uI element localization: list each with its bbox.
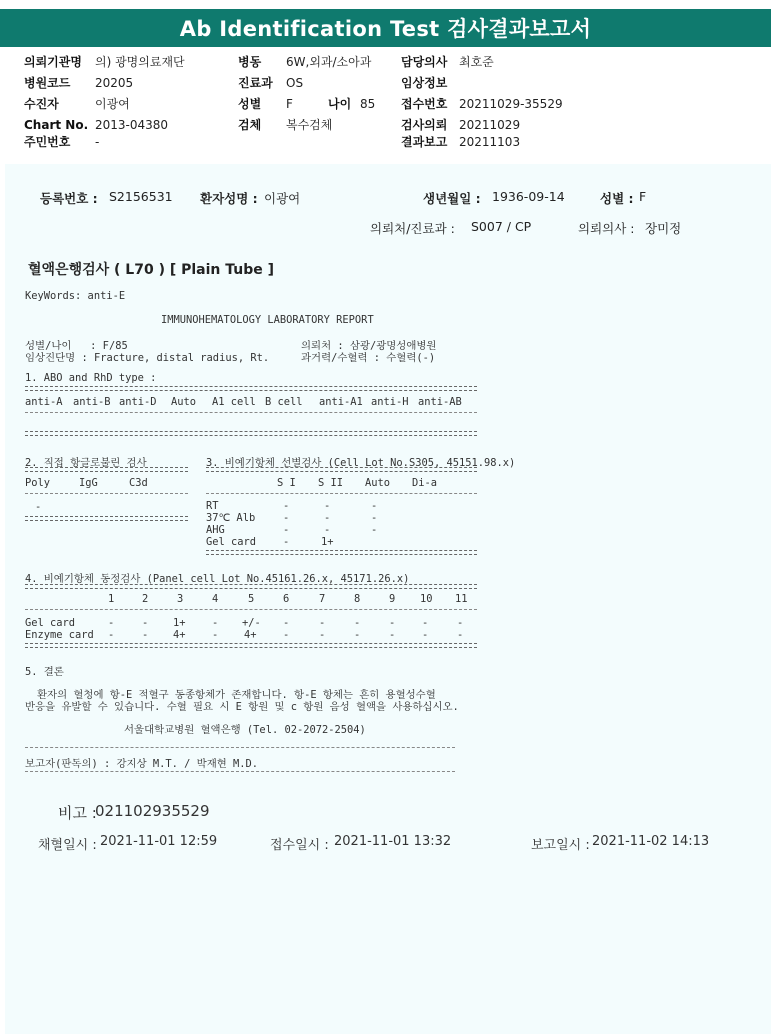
test-title: 혈액은행검사 ( L70 ) [ Plain Tube ] (28, 262, 275, 278)
screen-cell: - (324, 500, 331, 512)
screen-row-label: AHG (206, 524, 225, 536)
panel-header: 8 (354, 593, 361, 605)
divider (206, 467, 477, 472)
screen-cell: - (283, 512, 290, 524)
referral-line: 의뢰처 : 삼광/광명성애병원 (301, 340, 437, 352)
divider (206, 550, 477, 555)
registration-value: S2156531 (109, 189, 173, 204)
panel-cell: 4+ (173, 629, 186, 641)
divider (206, 493, 477, 494)
panel-row-label: Enzyme card (25, 629, 94, 641)
info-row-1 (0, 53, 771, 71)
divider (25, 493, 188, 494)
panel-cell: - (142, 617, 149, 629)
department-value: OS (286, 76, 304, 90)
panel-header: 7 (319, 593, 326, 605)
screen-cell: 1+ (321, 536, 334, 548)
receipt-number-value: 20211029-35529 (459, 97, 563, 111)
specimen-label: 검체 (238, 118, 262, 132)
panel-cell: - (319, 617, 326, 629)
panel-header: 2 (142, 593, 149, 605)
blood-bank-line: 서울대학교병원 혈액은행 (Tel. 02-2072-2504) (124, 724, 366, 736)
specimen-value: 복수검체 (286, 118, 333, 132)
panel-cell: - (283, 617, 290, 629)
screen-cell: - (371, 524, 378, 536)
history-line: 과거력/수혈력 : 수혈력(-) (301, 352, 436, 364)
request-date-label: 검사의뢰 (401, 118, 448, 132)
panel-cell: 1+ (173, 617, 186, 629)
doctor-in-charge-value: 최호준 (459, 55, 494, 69)
panel-cell: - (457, 629, 464, 641)
resident-number-label: 주민번호 (24, 135, 71, 149)
age-value: 85 (360, 97, 376, 111)
info-row-3 (0, 95, 771, 113)
reporter-line: 보고자(판독의) : 강지상 M.T. / 박재현 M.D. (25, 758, 259, 770)
screen-header-s1: S I (277, 477, 296, 489)
panel-section-title: 4. 비예기항체 동정검사 (Panel cell Lot No.45161.26.x, 45171.26.x) (25, 573, 410, 585)
divider (25, 643, 477, 648)
resident-number-value: - (95, 135, 100, 149)
screen-cell: - (283, 500, 290, 512)
lab-report-title: IMMUNOHEMATOLOGY LABORATORY REPORT (161, 314, 374, 326)
page-title: Ab Identification Test 검사결과보고서 (0, 9, 771, 47)
divider (25, 386, 477, 391)
screen-cell: - (371, 500, 378, 512)
hospital-code-label: 병원코드 (24, 76, 71, 90)
report-body (5, 164, 771, 1034)
conclusion-title: 5. 결론 (25, 666, 64, 678)
panel-cell: - (108, 617, 115, 629)
abo-header-anti-ab: anti-AB (418, 396, 462, 408)
abo-header-anti-d: anti-D (119, 396, 157, 408)
clinical-info-label: 임상정보 (401, 76, 448, 90)
panel-header: 9 (389, 593, 396, 605)
department-label: 진료과 (238, 76, 273, 90)
panel-cell: - (389, 629, 396, 641)
top-strip (0, 0, 771, 4)
abo-header-anti-a: anti-A (25, 396, 63, 408)
receipt-number-label: 접수번호 (401, 97, 448, 111)
institution-label: 의뢰기관명 (24, 55, 82, 69)
abo-header-anti-h: anti-H (371, 396, 409, 408)
receipt-time-value: 2021-11-01 13:32 (334, 834, 452, 849)
panel-header: 6 (283, 593, 290, 605)
patient-name-label: 환자성명 : (200, 191, 258, 206)
screen-section-title: 3. 비예기항체 선별검사 (Cell Lot No.S305, 45151.98.x) (206, 457, 516, 469)
info-row-4 (0, 116, 771, 134)
patient-label: 수진자 (24, 97, 59, 111)
report-time-label: 보고일시 : (531, 838, 590, 853)
abo-header-b-cell: B cell (265, 396, 303, 408)
divider (25, 412, 477, 413)
result-report-value: 20211103 (459, 135, 521, 149)
institution-value: 의) 광명의료재단 (95, 55, 185, 69)
screen-cell: - (324, 524, 331, 536)
sex-label: 성별 (238, 97, 262, 111)
ward-value: 6W,외과/소아과 (286, 55, 372, 69)
divider (25, 584, 477, 589)
report-sex-value: F (639, 189, 647, 204)
chart-no-label: Chart No. (24, 118, 89, 132)
divider (25, 771, 455, 772)
info-row-5 (0, 133, 771, 151)
dat-section-title: 2. 직접 항글로불린 검사 (25, 457, 147, 469)
dat-header-igg: IgG (79, 477, 98, 489)
dept-label: 의뢰처/진료과 : (370, 221, 455, 236)
diagnosis-line: 임상진단명 : Fracture, distal radius, Rt. (25, 352, 270, 364)
screen-row-label: 37℃ Alb (206, 512, 256, 524)
screen-row-label: RT (206, 500, 219, 512)
screen-cell: - (371, 512, 378, 524)
dob-label: 생년월일 : (423, 191, 481, 206)
dept-value: S007 / CP (471, 219, 532, 234)
chart-no-value: 2013-04380 (95, 118, 169, 132)
collection-time-value: 2021-11-01 12:59 (100, 834, 218, 849)
divider (25, 516, 188, 521)
abo-section-title: 1. ABO and RhD type : (25, 372, 157, 384)
abo-header-anti-b: anti-B (73, 396, 111, 408)
dat-header-c3d: C3d (129, 477, 148, 489)
report-time-value: 2021-11-02 14:13 (592, 834, 710, 849)
panel-cell: - (422, 617, 429, 629)
request-date-value: 20211029 (459, 118, 521, 132)
screen-header-s2: S II (318, 477, 344, 489)
panel-cell: - (422, 629, 429, 641)
panel-header: 5 (248, 593, 255, 605)
collection-time-label: 채혈일시 : (38, 838, 97, 853)
panel-cell: - (354, 617, 361, 629)
divider (25, 747, 455, 748)
screen-cell: - (324, 512, 331, 524)
panel-header: 1 (108, 593, 115, 605)
divider (25, 431, 477, 436)
screen-header-auto: Auto (365, 477, 391, 489)
divider (25, 609, 477, 610)
panel-header: 3 (177, 593, 184, 605)
abo-header-anti-a1: anti-A1 (319, 396, 363, 408)
abo-header-a1-cell: A1 cell (212, 396, 256, 408)
panel-cell: - (212, 617, 219, 629)
ordering-doctor-label: 의뢰의사 : (578, 221, 635, 236)
sex-age-line: 성별/나이 : F/85 (25, 340, 128, 352)
sex-value: F (286, 97, 293, 111)
result-report-label: 결과보고 (401, 135, 448, 149)
panel-header: 11 (455, 593, 468, 605)
doctor-in-charge-label: 담당의사 (401, 55, 448, 69)
note-label: 비고 : (58, 804, 97, 822)
panel-header: 4 (212, 593, 219, 605)
dat-header-poly: Poly (25, 477, 51, 489)
abo-header-auto: Auto (171, 396, 197, 408)
screen-row-label: Gel card (206, 536, 257, 548)
info-row-2 (0, 74, 771, 92)
panel-header: 10 (420, 593, 433, 605)
patient-value: 이광여 (95, 97, 130, 111)
registration-label: 등록번호 : (40, 191, 98, 206)
screen-cell: - (283, 536, 290, 548)
panel-cell: 4+ (244, 629, 257, 641)
receipt-time-label: 접수일시 : (270, 838, 329, 853)
panel-cell: - (108, 629, 115, 641)
divider (25, 467, 188, 472)
ordering-doctor-value: 장미정 (645, 221, 682, 236)
hospital-code-value: 20205 (95, 76, 134, 90)
panel-cell: - (283, 629, 290, 641)
age-label: 나이 (328, 97, 352, 111)
screen-header-di-a: Di-a (412, 477, 438, 489)
note-value: 021102935529 (95, 802, 210, 820)
keywords: KeyWords: anti-E (25, 290, 126, 302)
request-info (0, 53, 771, 155)
ward-label: 병동 (238, 55, 262, 69)
dob-value: 1936-09-14 (492, 189, 565, 204)
conclusion-line-2: 반응을 유발할 수 있습니다. 수혈 필요 시 E 항원 및 c 항원 음성 혈액을 사용하십시오. (25, 701, 459, 713)
screen-cell: - (283, 524, 290, 536)
conclusion-line-1: 환자의 혈청에 항-E 적혈구 동종항체가 존재합니다. 항-E 항체는 흔히 용혈성수혈 (37, 689, 436, 701)
dat-value-poly: - (35, 501, 42, 513)
panel-cell: - (142, 629, 149, 641)
panel-cell: - (319, 629, 326, 641)
panel-cell: +/- (242, 617, 261, 629)
report-sex-label: 성별 : (600, 191, 634, 206)
panel-cell: - (389, 617, 396, 629)
panel-cell: - (354, 629, 361, 641)
panel-cell: - (212, 629, 219, 641)
panel-cell: - (457, 617, 464, 629)
panel-row-label: Gel card (25, 617, 76, 629)
patient-name-value: 이광여 (264, 191, 301, 206)
